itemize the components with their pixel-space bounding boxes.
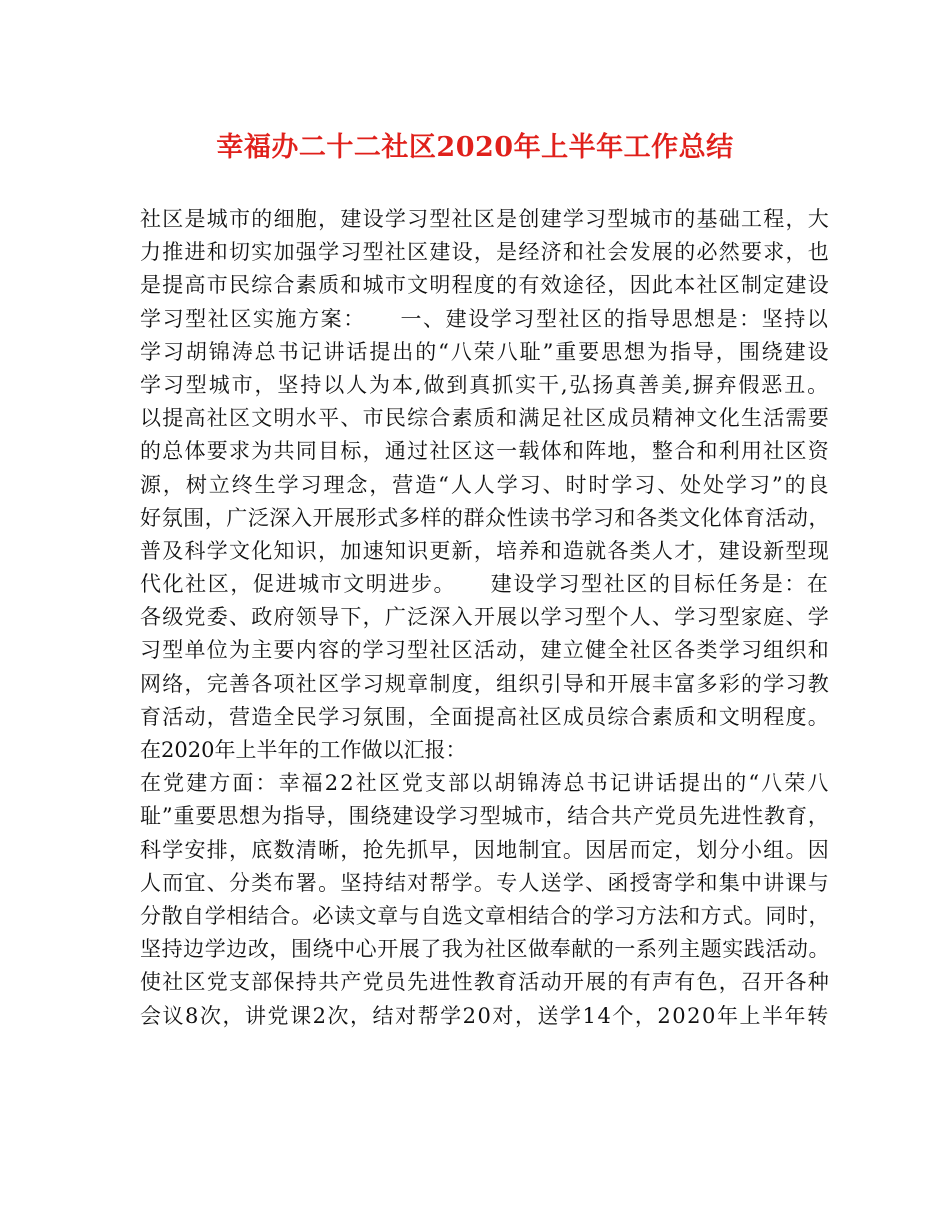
body-line: 科学安排，底数清晰，抢先抓早，因地制宜。因居而定，划分小组。因 bbox=[140, 837, 830, 862]
body-line: 在2020年上半年的工作做以汇报： bbox=[140, 738, 467, 762]
body-line: 代化社区，促进城市文明进步。 建设学习型社区的目标任务是：在 bbox=[140, 572, 830, 597]
body-line: 学习胡锦涛总书记讲话提出的“八荣八耻”重要思想为指导，围绕建设 bbox=[140, 339, 831, 364]
body-line: 学习型城市，坚持以人为本,做到真抓实干,弘扬真善美,摒弃假恶丑。 bbox=[140, 372, 831, 397]
document-title: 幸福办二十二社区2020年上半年工作总结 bbox=[216, 132, 734, 163]
body-line: 人而宜、分类布署。坚持结对帮学。专人送学、函授寄学和集中讲课与 bbox=[140, 870, 830, 895]
body-line: 习型单位为主要内容的学习型社区活动，建立健全社区各类学习组织和 bbox=[140, 638, 830, 663]
body-line: 普及科学文化知识，加速知识更新，培养和造就各类人才，建设新型现 bbox=[140, 538, 830, 563]
body-line: 的总体要求为共同目标，通过社区这一载体和阵地，整合和利用社区资 bbox=[140, 439, 830, 464]
body-line: 好氛围，广泛深入开展形式多样的群众性读书学习和各类文化体育活动， bbox=[140, 505, 831, 530]
body-line: 源，树立终生学习理念，营造“人人学习、时时学习、处处学习”的良 bbox=[140, 472, 831, 497]
body-line: 分散自学相结合。必读文章与自选文章相结合的学习方法和方式。同时， bbox=[140, 903, 831, 928]
body-line: 育活动，营造全民学习氛围，全面提高社区成员综合素质和文明程度。 bbox=[140, 704, 830, 729]
body-line: 以提高社区文明水平、市民综合素质和满足社区成员精神文化生活需要 bbox=[140, 406, 830, 431]
body-line: 在党建方面：幸福22社区党支部以胡锦涛总书记讲话提出的“八荣八 bbox=[140, 771, 831, 796]
body-line: 学习型社区实施方案： 一、建设学习型社区的指导思想是：坚持以 bbox=[140, 306, 830, 331]
body-line: 各级党委、政府领导下，广泛深入开展以学习型个人、学习型家庭、学 bbox=[140, 605, 830, 630]
body-line: 是提高市民综合素质和城市文明程度的有效途径，因此本社区制定建设 bbox=[140, 273, 830, 298]
body-line: 会议8次，讲党课2次，结对帮学20对，送学14个，2020年上半年转 bbox=[140, 1003, 830, 1028]
body-line: 社区是城市的细胞，建设学习型社区是创建学习型城市的基础工程，大 bbox=[140, 207, 830, 231]
body-line: 耻”重要思想为指导，围绕建设学习型城市，结合共产党员先进性教育， bbox=[140, 804, 830, 829]
body-line: 力推进和切实加强学习型社区建设，是经济和社会发展的必然要求，也 bbox=[140, 240, 830, 265]
body-line: 坚持边学边改，围绕中心开展了我为社区做奉献的一系列主题实践活动。 bbox=[140, 937, 831, 962]
body-line: 网络，完善各项社区学习规章制度，组织引导和开展丰富多彩的学习教 bbox=[140, 671, 830, 696]
document-body bbox=[140, 203, 830, 1033]
body-line: 使社区党支部保持共产党员先进性教育活动开展的有声有色，召开各种 bbox=[140, 970, 830, 995]
